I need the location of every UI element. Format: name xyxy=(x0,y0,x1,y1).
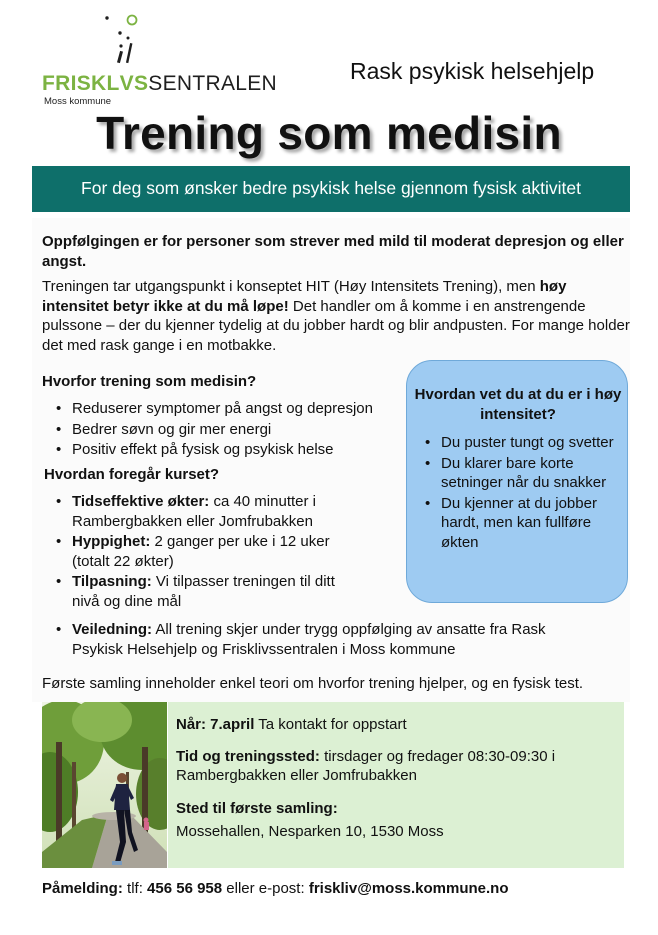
first-session-note: Første samling inneholder enkel teori om hvorfor trening hjelper, og en fysisk test. xyxy=(42,675,584,692)
list-item: • Positiv effekt på fysisk og psykisk helse xyxy=(54,440,404,460)
logo-subtitle: Moss kommune xyxy=(44,96,112,107)
guidance-list xyxy=(54,620,594,660)
callout-list xyxy=(423,433,619,553)
intensity-callout xyxy=(406,360,628,603)
when-line: Når: 7.april Ta kontakt for oppstart xyxy=(176,716,407,733)
how-heading: Hvordan foregår kurset? xyxy=(44,466,220,483)
signup-email[interactable]: friskliv@moss.kommune.no xyxy=(308,880,509,897)
signup-phone[interactable]: 456 56 958 xyxy=(147,880,223,897)
first-session-place-label: Sted til første samling: xyxy=(176,800,338,817)
how-list xyxy=(54,492,364,612)
first-session-address: Mossehallen, Nesparken 10, 1530 Moss xyxy=(176,823,444,840)
header-tagline: Rask psykisk helsehjelp xyxy=(350,58,595,84)
forest-running-photo xyxy=(42,702,167,868)
page-title: Trening som medisin xyxy=(96,107,562,159)
intro-bold-text: Oppfølgingen er for personer som strever med mild til moderat depresjon og eller angst. xyxy=(42,233,624,270)
why-list xyxy=(54,399,404,461)
list-item: • Reduserer symptomer på angst og depresjon xyxy=(54,399,404,419)
list-item: • Veiledning: All trening skjer under trygg oppfølging av ansatte fra Rask Psykisk Helsehjelp og Frisklivssentralen i Moss kommune xyxy=(54,620,594,659)
signup-line: Påmelding: tlf: 456 56 958 eller e-post: friskliv@moss.kommune.no xyxy=(42,880,509,897)
frisklivssentralen-logo xyxy=(40,14,290,107)
list-item: • Tilpasning: Vi tilpasser treningen til ditt nivå og dine mål xyxy=(54,572,364,611)
list-item: • Tidseffektive økter: ca 40 minutter i Rambergbakken eller Jomfrubakken xyxy=(54,492,364,531)
list-item: • Du klarer bare korte setninger når du snakker xyxy=(423,454,619,493)
logo-wordmark: FRISKLVSSENTRALEN xyxy=(42,72,277,95)
list-item: • Du kjenner at du jobber hardt, men kan fullføre økten xyxy=(423,494,619,553)
logo-dots-graphic xyxy=(40,14,290,76)
time-place-line: Tid og treningssted: tirsdager og fredager 08:30-09:30 i Rambergbakken eller Jomfrubakken xyxy=(176,748,556,784)
callout-title: Hvordan vet du at du er i høy intensitet? xyxy=(414,386,622,423)
list-item: • Du puster tungt og svetter xyxy=(423,433,619,453)
list-item: • Hyppighet: 2 ganger per uke i 12 uker (totalt 22 økter) xyxy=(54,532,364,571)
list-item: • Bedrer søvn og gir mer energi xyxy=(54,420,404,440)
subtitle-banner: For deg som ønsker bedre psykisk helse gjennom fysisk aktivitet xyxy=(32,166,630,212)
intro-paragraph: Treningen tar utgangspunkt i konseptet HIT (Høy Intensitets Trening), men høy intensitet betyr ikke at du må løpe! Det handler om å komme i en anstrengende pulssone – der du kjenner tydelig at du jobber hardt og blir andpusten. For mange holder det med rask gange i en motbakke. xyxy=(42,278,630,354)
why-heading: Hvorfor trening som medisin? xyxy=(42,373,257,390)
running-woman-illustration xyxy=(42,702,167,868)
